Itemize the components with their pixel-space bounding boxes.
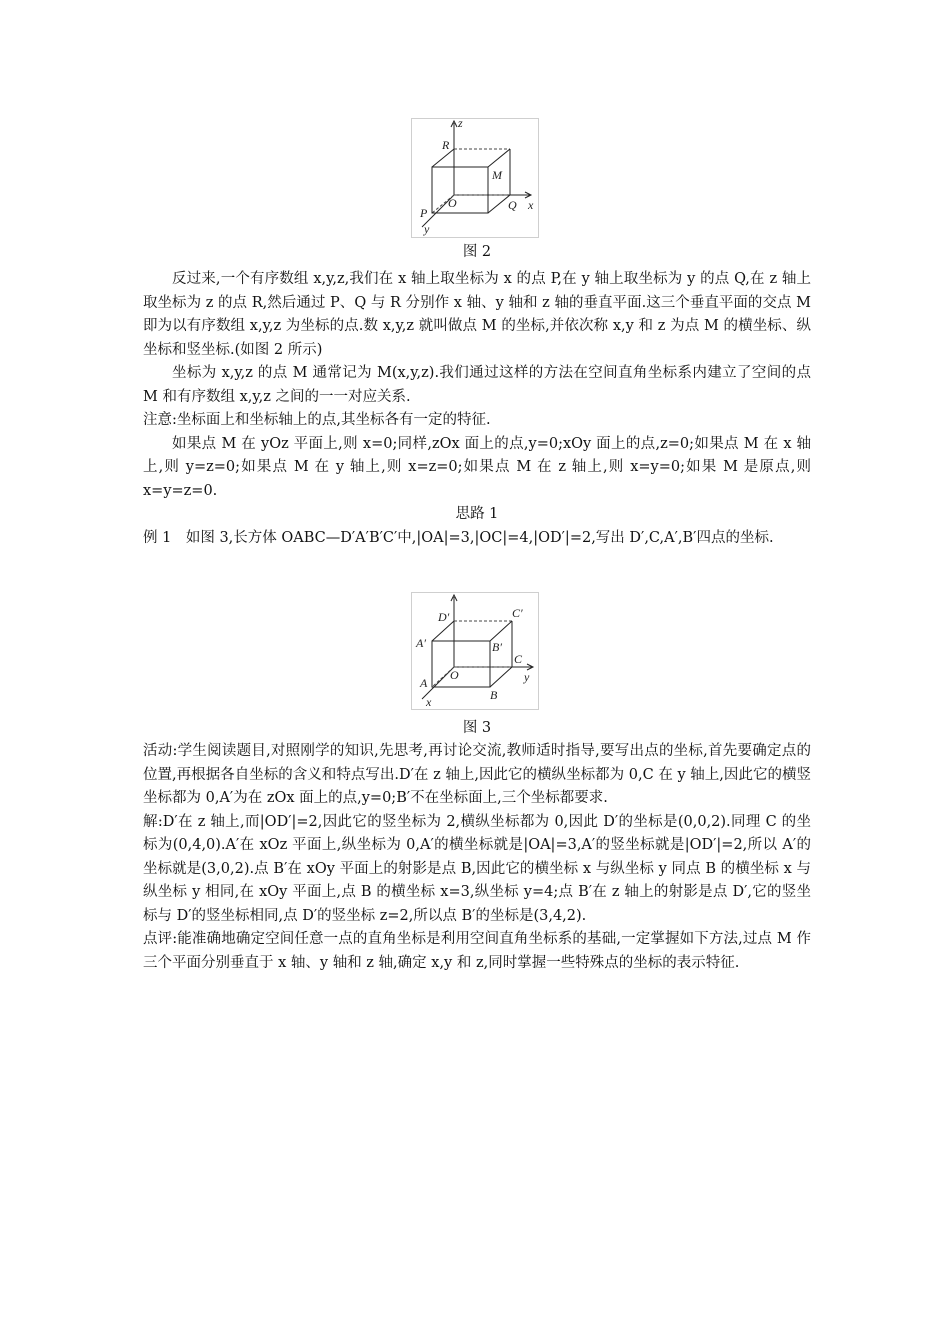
fig3-label-x: x bbox=[426, 695, 432, 709]
figure-2-diagram bbox=[412, 119, 538, 237]
fig2-label-y: y bbox=[424, 222, 430, 236]
figure-2 bbox=[411, 118, 539, 238]
paragraph-1: 反过来,一个有序数组 x,y,z,我们在 x 轴上取坐标为 x 的点 P,在 y 轴上取坐标为 y 的点 Q,在 z 轴上取坐标为 z 的点 R,然后通过 P、Q 与 R 分别作 x 轴、y 轴和 z 轴的垂直平面.这三个垂直平面的交点 M 即为以有序数组 x,y,z 为坐标的点.数 x,y,z 就叫做点 M 的坐标,并依次称 x,y 和 z 为点 M 的横坐标、纵坐标和竖坐标.(如图 2 所示) bbox=[143, 271, 811, 358]
fig2-label-R: R bbox=[442, 138, 450, 152]
fig3-label-D1: D′ bbox=[438, 610, 450, 624]
example-1: 例 1 如图 3,长方体 OABC—D′A′B′C′中,|OA|=3,|OC|=4,|OD′|=2,写出 D′,C,A′,B′四点的坐标. bbox=[143, 529, 774, 546]
section-heading: 思路 1 bbox=[455, 506, 499, 522]
paragraph-3: 如果点 M 在 yOz 平面上,则 x=0;同样,zOx 面上的点,y=0;xOy 面上的点,z=0;如果点 M 在 x 轴上,则 y=z=0;如果点 M 在 y 轴上,则 x=z=0;如果点 M 在 z 轴上,则 x=y=0;如果 M 是原点,则 x=y=z=0. bbox=[143, 435, 811, 499]
fig3-label-B: B bbox=[490, 688, 498, 702]
note: 注意:坐标面上和坐标轴上的点,其坐标各有一定的特征. bbox=[143, 412, 491, 428]
solution: 解:D′在 z 轴上,而|OD′|=2,因此它的竖坐标为 2,横纵坐标都为 0,因此 D′的坐标是(0,0,2).同理 C 的坐标为(0,4,0).A′在 xOz 平面上,纵坐标为 0,A′的横坐标就是|OA|=3,A′的竖坐标就是|OD′|=2,所以 A′的坐标就是(3,0,2).点 B′在 xOy 平面上的射影是点 B,因此它的横坐标 x 与纵坐标 y 同点 B 的横坐标 x 与纵坐标 y 相同,在 xOy 平面上,点 B 的横坐标 x=3,纵坐标 y=4;点 B′在 z 轴上的射影是点 D′,它的竖坐标与 D′的竖坐标相同,点 D′的竖坐标 z=2,所以点 B′的坐标是(3,4,2). bbox=[143, 813, 811, 924]
fig3-label-C1: C′ bbox=[512, 606, 523, 620]
figure-3 bbox=[411, 592, 539, 710]
fig2-label-x: x bbox=[528, 198, 534, 212]
paragraph-2: 坐标为 x,y,z 的点 M 通常记为 M(x,y,z).我们通过这样的方法在空间直角坐标系内建立了空间的点 M 和有序数组 x,y,z 之间的一一对应关系. bbox=[143, 365, 811, 405]
fig3-label-O: O bbox=[450, 668, 459, 682]
fig2-label-Q: Q bbox=[508, 198, 517, 212]
fig3-label-B1: B′ bbox=[492, 640, 502, 654]
fig3-label-A: A bbox=[420, 676, 428, 690]
fig2-label-P: P bbox=[420, 206, 428, 220]
fig2-label-M: M bbox=[492, 168, 502, 182]
fig3-label-C: C bbox=[514, 652, 523, 666]
comment: 点评:能准确地确定空间任意一点的直角坐标是利用空间直角坐标系的基础,一定掌握如下方法,过点 M 作三个平面分别垂直于 x 轴、y 轴和 z 轴,确定 x,y 和 z,同时掌握一些特殊点的坐标的表示特征. bbox=[143, 931, 811, 971]
fig2-label-z: z bbox=[458, 119, 463, 130]
fig3-label-y: y bbox=[524, 670, 530, 684]
fig3-label-A1: A′ bbox=[416, 636, 426, 650]
activity: 活动:学生阅读题目,对照刚学的知识,先思考,再讨论交流,教师适时指导,要写出点的坐标,首先要确定点的位置,再根据各自坐标的含义和特点写出.D′在 z 轴上,因此它的横纵坐标都为 0,C 在 y 轴上,因此它的横竖坐标都为 0,A′为在 zOx 面上的点,y=0;B′不在坐标面上,三个坐标都要求. bbox=[143, 743, 811, 806]
figure-3-diagram bbox=[412, 593, 538, 709]
fig2-label-O: O bbox=[448, 196, 457, 210]
figure-2-caption: 图 2 bbox=[462, 244, 492, 260]
figure-3-caption: 图 3 bbox=[462, 720, 492, 736]
